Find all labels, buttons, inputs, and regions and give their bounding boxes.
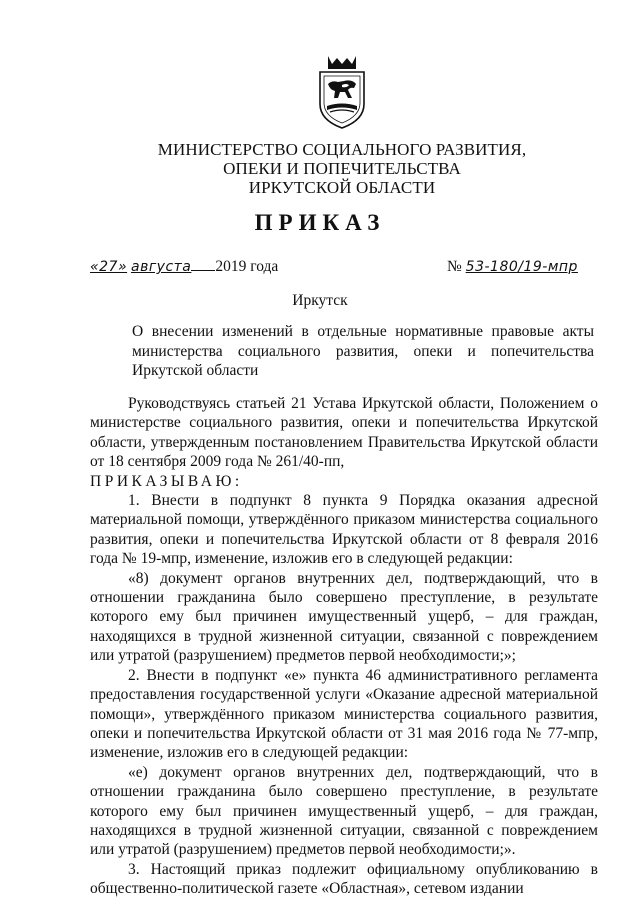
- order-title: О внесении изменений в отдельные нормативные правовые акты министерства социального развития, опеки и попечительства Иркутской области: [132, 323, 594, 379]
- item-3: 3. Настоящий приказ подлежит официальному опубликованию в общественно-политической газете «Областная», сетевом издании: [90, 860, 598, 898]
- date-day: «27»: [90, 259, 128, 275]
- ministry-line-1: МИНИСТЕРСТВО СОЦИАЛЬНОГО РАЗВИТИЯ,: [157, 140, 527, 159]
- preamble: Руководствуясь статьей 21 Устава Иркутской области, Положением о министерстве социального развития, опеки и попечительства Иркутской области, утвержденным постановлением Правительства Иркутской области от 18 сентября 2009 года № 261/40-пп,: [90, 395, 598, 471]
- ministry-line-2: ОПЕКИ И ПОПЕЧИТЕЛЬСТВА: [223, 159, 461, 178]
- city: Иркутск: [292, 292, 348, 309]
- item-1: 1. Внести в подпункт 8 пункта 9 Порядка оказания адресной материальной помощи, утверждённого приказом министерства социального развития, опеки и попечительства Иркутской области от 8 февраля 2016 года № 19-мпр, изменение, изложив его в следующей редакции:: [90, 492, 598, 568]
- order-date: [90, 258, 278, 276]
- order-word: ПРИКАЗЫВАЮ:: [90, 472, 243, 490]
- ministry-line-3: ИРКУТСКОЙ ОБЛАСТИ: [248, 178, 436, 197]
- ministry-name: [150, 140, 534, 197]
- date-year: 2019 года: [215, 258, 279, 275]
- order-body: [90, 394, 598, 899]
- document-type-title: ПРИКАЗ: [254, 210, 386, 235]
- coat-of-arms-icon: [318, 54, 366, 130]
- order-number: [447, 258, 578, 276]
- number-prefix: №: [447, 258, 462, 275]
- number-value: 53-180/19-мпр: [465, 259, 578, 275]
- item-2-quote: «е) документ органов внутренних дел, подтверждающий, что в отношении гражданина было совершено преступление, в результате которого ему был причинен имущественный ущерб, – для граждан, находящихся в трудной жизненной ситуации, связанной с повреждением или утратой (разрушением) предметов первой необходимости;».: [90, 763, 598, 859]
- item-1-quote: «8) документ органов внутренних дел, подтверждающий, что в отношении гражданина было совершено преступление, в результате которого ему был причинен имущественный ущерб, – для граждан, находящихся в трудной жизненной ситуации, связанной с повреждением или утратой (разрушением) предметов первой необходимости;»;: [90, 569, 598, 665]
- date-month: августа: [130, 259, 192, 275]
- item-2: 2. Внести в подпункт «е» пункта 46 административного регламента предоставления государственной услуги «Оказание адресной материальной помощи», утверждённого приказом министерства социального развития, опеки и попечительства Иркутской области от 31 мая 2016 года № 77-мпр, изменение, изложив его в следующей редакции:: [90, 666, 598, 762]
